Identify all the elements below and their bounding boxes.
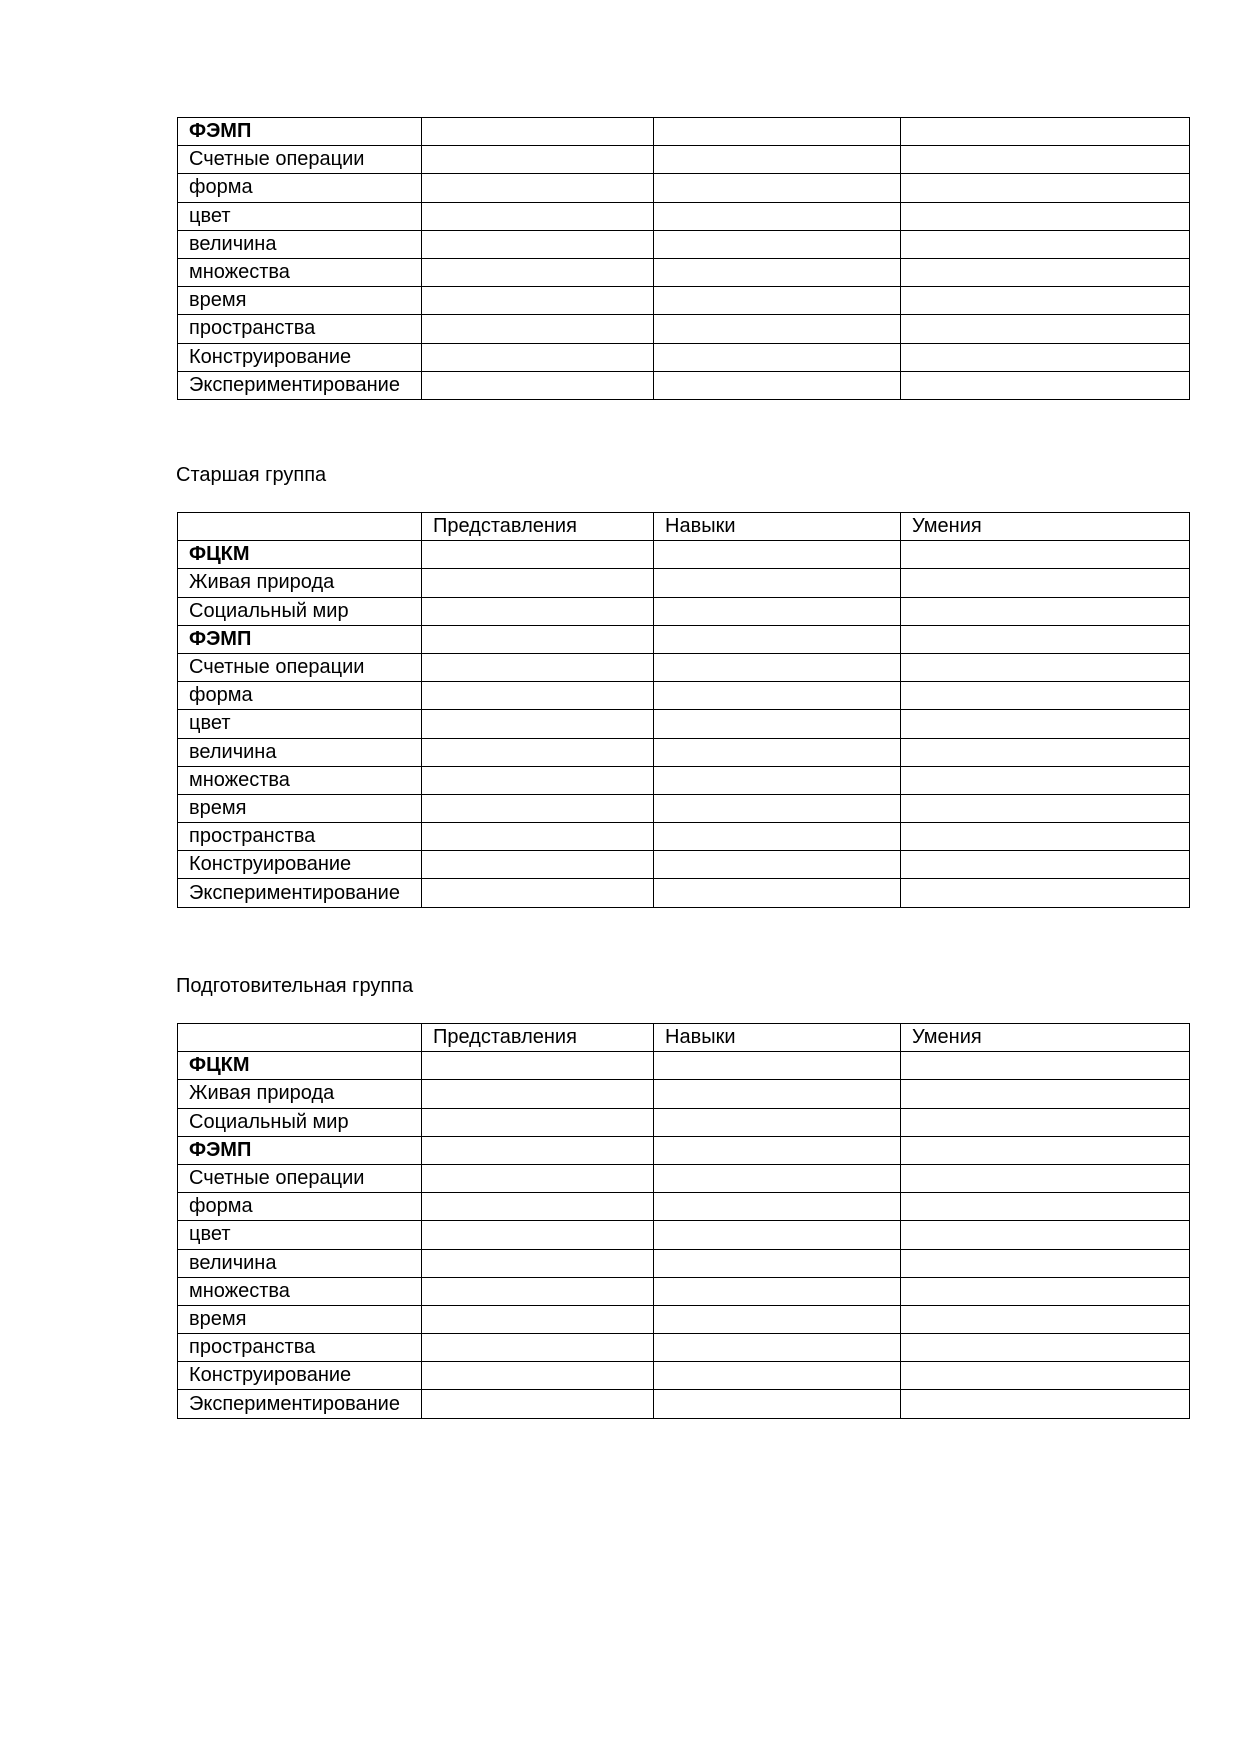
empty-cell-skills [654,625,901,653]
row-label: Конструирование [178,343,422,371]
row-label: Конструирование [178,851,422,879]
empty-cell-representations [422,794,654,822]
row-label: Социальный мир [178,1108,422,1136]
header-cell-skills: Навыки [654,1024,901,1052]
empty-cell-abilities [901,1277,1190,1305]
assessment-table-senior-group [177,512,1190,908]
empty-cell-abilities [901,541,1190,569]
table-row [178,118,1190,146]
assessment-table-continued [177,117,1190,400]
table-row [178,1080,1190,1108]
empty-cell-skills [654,851,901,879]
row-label: множества [178,766,422,794]
header-cell-abilities: Умения [901,513,1190,541]
table-row [178,1108,1190,1136]
empty-cell-abilities [901,794,1190,822]
empty-cell-representations [422,1362,654,1390]
empty-cell-abilities [901,1136,1190,1164]
empty-cell-skills [654,1221,901,1249]
empty-cell-representations [422,1164,654,1192]
empty-cell-representations [422,1221,654,1249]
header-cell-representations: Представления [422,1024,654,1052]
table-row [178,823,1190,851]
section-title-senior-group: Старшая группа [176,464,327,486]
table-row [178,794,1190,822]
empty-cell-abilities [901,1390,1190,1418]
empty-cell-skills [654,174,901,202]
row-label: Счетные операции [178,1164,422,1192]
empty-cell-abilities [901,1193,1190,1221]
table-body [178,541,1190,907]
empty-cell-representations [422,1136,654,1164]
empty-cell-abilities [901,371,1190,399]
table-row [178,174,1190,202]
row-label: величина [178,1249,422,1277]
row-label: Живая природа [178,569,422,597]
empty-cell-representations [422,146,654,174]
table-body [178,1052,1190,1418]
row-label: цвет [178,1221,422,1249]
row-label: Счетные операции [178,146,422,174]
row-label: величина [178,230,422,258]
empty-cell-representations [422,371,654,399]
empty-cell-representations [422,1334,654,1362]
row-label: ФЦКМ [178,541,422,569]
row-label: ФЭМП [178,625,422,653]
table-row [178,1249,1190,1277]
empty-cell-abilities [901,1080,1190,1108]
empty-cell-skills [654,371,901,399]
table-header-row [178,513,1190,541]
empty-cell-skills [654,1080,901,1108]
empty-cell-skills [654,823,901,851]
empty-cell-skills [654,343,901,371]
empty-cell-representations [422,879,654,907]
row-label: ФЦКМ [178,1052,422,1080]
empty-cell-skills [654,1164,901,1192]
empty-cell-representations [422,230,654,258]
empty-cell-skills [654,1249,901,1277]
empty-cell-skills [654,1136,901,1164]
empty-cell-abilities [901,1108,1190,1136]
empty-cell-abilities [901,343,1190,371]
table-row [178,258,1190,286]
empty-cell-skills [654,146,901,174]
empty-cell-representations [422,118,654,146]
table-row [178,541,1190,569]
empty-cell-skills [654,1193,901,1221]
empty-cell-skills [654,258,901,286]
empty-cell-representations [422,315,654,343]
empty-cell-skills [654,682,901,710]
table-row [178,230,1190,258]
empty-cell-abilities [901,766,1190,794]
empty-cell-skills [654,879,901,907]
empty-cell-abilities [901,653,1190,681]
empty-cell-skills [654,1362,901,1390]
empty-cell-abilities [901,738,1190,766]
empty-cell-skills [654,118,901,146]
table-row [178,766,1190,794]
table-row [178,287,1190,315]
assessment-table-preparatory-group [177,1023,1190,1419]
empty-cell-representations [422,258,654,286]
empty-cell-abilities [901,1334,1190,1362]
row-label: цвет [178,710,422,738]
empty-cell-skills [654,230,901,258]
row-label: форма [178,174,422,202]
empty-cell-representations [422,851,654,879]
table-row [178,625,1190,653]
empty-cell-representations [422,766,654,794]
empty-cell-representations [422,1193,654,1221]
empty-cell-representations [422,738,654,766]
empty-cell-skills [654,315,901,343]
table-row [178,146,1190,174]
empty-cell-representations [422,202,654,230]
empty-cell-abilities [901,146,1190,174]
table-row [178,1277,1190,1305]
table-row [178,1164,1190,1192]
row-label: время [178,1305,422,1333]
table-header-row [178,1024,1190,1052]
table-row [178,569,1190,597]
empty-cell-representations [422,710,654,738]
empty-cell-skills [654,1108,901,1136]
header-cell-empty [178,1024,422,1052]
table-row [178,1221,1190,1249]
table-row [178,1136,1190,1164]
empty-cell-skills [654,202,901,230]
empty-cell-skills [654,287,901,315]
empty-cell-skills [654,597,901,625]
empty-cell-abilities [901,682,1190,710]
table-row [178,1193,1190,1221]
row-label: Экспериментирование [178,1390,422,1418]
empty-cell-abilities [901,258,1190,286]
empty-cell-skills [654,738,901,766]
empty-cell-representations [422,1052,654,1080]
row-label: пространства [178,1334,422,1362]
table-row [178,682,1190,710]
empty-cell-representations [422,1108,654,1136]
table-row [178,1362,1190,1390]
table-row [178,371,1190,399]
empty-cell-representations [422,287,654,315]
header-cell-skills: Навыки [654,513,901,541]
section-title-preparatory-group: Подготовительная группа [176,975,414,997]
empty-cell-skills [654,710,901,738]
empty-cell-representations [422,343,654,371]
table-row [178,1390,1190,1418]
empty-cell-representations [422,569,654,597]
row-label: Счетные операции [178,653,422,681]
table-row [178,1052,1190,1080]
table-body [178,118,1190,400]
empty-cell-skills [654,794,901,822]
row-label: пространства [178,315,422,343]
header-cell-empty [178,513,422,541]
empty-cell-representations [422,1390,654,1418]
empty-cell-representations [422,682,654,710]
row-label: Социальный мир [178,597,422,625]
empty-cell-representations [422,1080,654,1108]
empty-cell-abilities [901,879,1190,907]
empty-cell-abilities [901,1305,1190,1333]
table-row [178,653,1190,681]
row-label: ФЭМП [178,1136,422,1164]
table-row [178,202,1190,230]
table-row [178,738,1190,766]
empty-cell-abilities [901,597,1190,625]
row-label: форма [178,1193,422,1221]
empty-cell-abilities [901,625,1190,653]
empty-cell-abilities [901,287,1190,315]
table-row [178,851,1190,879]
empty-cell-skills [654,1277,901,1305]
empty-cell-abilities [901,1362,1190,1390]
row-label: Экспериментирование [178,879,422,907]
empty-cell-abilities [901,315,1190,343]
empty-cell-representations [422,1249,654,1277]
row-label: Живая природа [178,1080,422,1108]
empty-cell-representations [422,174,654,202]
row-label: величина [178,738,422,766]
table-row [178,1334,1190,1362]
row-label: цвет [178,202,422,230]
empty-cell-representations [422,625,654,653]
row-label: ФЭМП [178,118,422,146]
row-label: время [178,794,422,822]
empty-cell-representations [422,823,654,851]
table-row [178,343,1190,371]
empty-cell-skills [654,1052,901,1080]
empty-cell-abilities [901,1249,1190,1277]
table-row [178,1305,1190,1333]
table-row [178,710,1190,738]
table-row [178,315,1190,343]
row-label: форма [178,682,422,710]
row-label: время [178,287,422,315]
empty-cell-representations [422,653,654,681]
empty-cell-abilities [901,1221,1190,1249]
empty-cell-abilities [901,823,1190,851]
empty-cell-skills [654,541,901,569]
empty-cell-skills [654,569,901,597]
empty-cell-abilities [901,202,1190,230]
header-cell-representations: Представления [422,513,654,541]
empty-cell-abilities [901,1164,1190,1192]
empty-cell-representations [422,541,654,569]
empty-cell-abilities [901,174,1190,202]
table-row [178,879,1190,907]
row-label: Экспериментирование [178,371,422,399]
empty-cell-abilities [901,1052,1190,1080]
empty-cell-representations [422,1305,654,1333]
empty-cell-skills [654,1305,901,1333]
empty-cell-representations [422,1277,654,1305]
table-row [178,597,1190,625]
empty-cell-abilities [901,710,1190,738]
empty-cell-skills [654,653,901,681]
empty-cell-abilities [901,569,1190,597]
row-label: множества [178,258,422,286]
empty-cell-abilities [901,851,1190,879]
empty-cell-skills [654,1334,901,1362]
empty-cell-representations [422,597,654,625]
row-label: множества [178,1277,422,1305]
header-cell-abilities: Умения [901,1024,1190,1052]
empty-cell-abilities [901,230,1190,258]
row-label: пространства [178,823,422,851]
empty-cell-abilities [901,118,1190,146]
empty-cell-skills [654,766,901,794]
empty-cell-skills [654,1390,901,1418]
row-label: Конструирование [178,1362,422,1390]
